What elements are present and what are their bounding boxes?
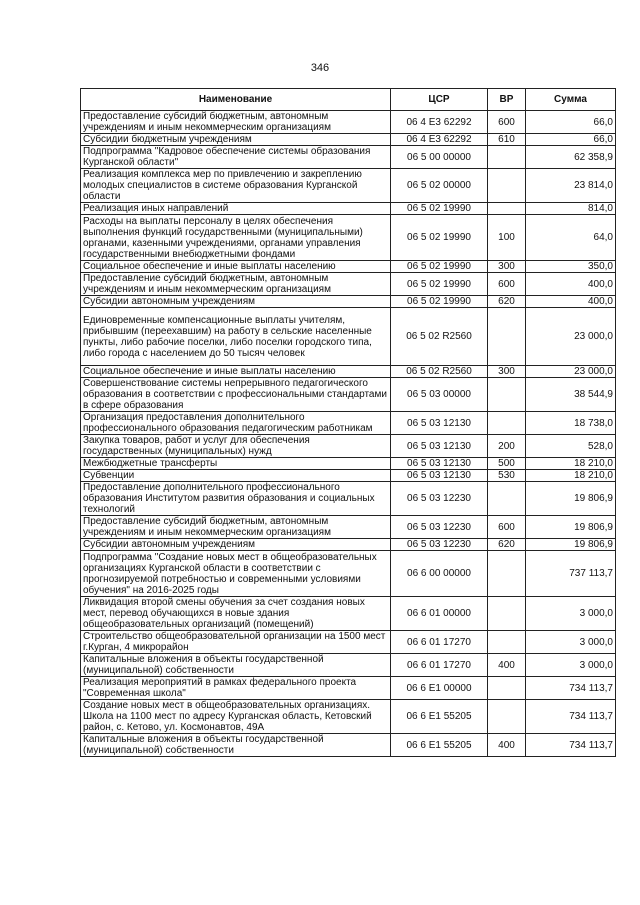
table-row: [81, 111, 616, 134]
cell-csr: 06 5 02 00000: [391, 169, 488, 203]
cell-csr: 06 6 01 17270: [391, 654, 488, 677]
cell-sum: 3 000,0: [526, 597, 616, 631]
cell-vr: [488, 677, 526, 700]
table-row: [81, 215, 616, 261]
cell-name: Единовременные компенсационные выплаты учителям, прибывшим (переехавшим) на работу в сельские населенные пункты, либо рабочие поселки, либо поселки городского типа, либо города с населением до 50 тысяч человек: [81, 308, 391, 366]
header-name: Наименование: [81, 89, 391, 111]
cell-sum: 734 113,7: [526, 734, 616, 757]
cell-sum: 23 000,0: [526, 366, 616, 378]
cell-csr: 06 5 03 12130: [391, 412, 488, 435]
table-row: [81, 539, 616, 551]
cell-name: Предоставление субсидий бюджетным, автономным учреждениям и иным некоммерческим организациям: [81, 111, 391, 134]
cell-csr: 06 5 02 19990: [391, 215, 488, 261]
header-vr: ВР: [488, 89, 526, 111]
table-row: [81, 261, 616, 273]
cell-vr: [488, 597, 526, 631]
cell-name: Закупка товаров, работ и услуг для обеспечения государственных (муниципальных) нужд: [81, 435, 391, 458]
table-row: [81, 412, 616, 435]
cell-vr: 530: [488, 470, 526, 482]
cell-name: Реализация комплекса мер по привлечению и закреплению молодых специалистов в системе образования Курганской области: [81, 169, 391, 203]
cell-sum: 400,0: [526, 296, 616, 308]
cell-vr: 610: [488, 134, 526, 146]
cell-name: Подпрограмма "Кадровое обеспечение системы образования Курганской области": [81, 146, 391, 169]
table-body: [81, 111, 616, 757]
cell-csr: 06 5 03 12230: [391, 482, 488, 516]
cell-sum: 64,0: [526, 215, 616, 261]
table-row: [81, 458, 616, 470]
cell-sum: 23 000,0: [526, 308, 616, 366]
table-row: [81, 203, 616, 215]
table-row: [81, 631, 616, 654]
cell-vr: [488, 146, 526, 169]
budget-table: [80, 88, 616, 757]
table-header-row: [81, 89, 616, 111]
cell-vr: 200: [488, 435, 526, 458]
cell-name: Предоставление субсидий бюджетным, автономным учреждениям и иным некоммерческим организациям: [81, 516, 391, 539]
cell-name: Предоставление субсидий бюджетным, автономным учреждениям и иным некоммерческим организациям: [81, 273, 391, 296]
cell-vr: 600: [488, 111, 526, 134]
cell-name: Совершенствование системы непрерывного педагогического образования в соответствии с профессиональными стандартами в сфере образования: [81, 378, 391, 412]
cell-vr: 600: [488, 273, 526, 296]
cell-name: Организация предоставления дополнительного профессионального образования педагогическим работникам: [81, 412, 391, 435]
cell-name: Строительство общеобразовательной организации на 1500 мест г.Курган, 4 микрорайон: [81, 631, 391, 654]
table-row: [81, 482, 616, 516]
table-row: [81, 134, 616, 146]
cell-sum: 19 806,9: [526, 482, 616, 516]
cell-vr: [488, 631, 526, 654]
cell-name: Расходы на выплаты персоналу в целях обеспечения выполнения функций государственными (муниципальными) органами, казенными учреждениями, органами управления государственными внебюджетными фондами: [81, 215, 391, 261]
cell-sum: 19 806,9: [526, 516, 616, 539]
cell-name: Социальное обеспечение и иные выплаты населению: [81, 261, 391, 273]
cell-name: Подпрограмма "Создание новых мест в общеобразовательных организациях Курганской области в соответствии с прогнозируемой потребностью и современными условиями обучения" на 2016-2025 годы: [81, 551, 391, 597]
table-row: [81, 308, 616, 366]
cell-csr: 06 6 E1 00000: [391, 677, 488, 700]
cell-sum: 350,0: [526, 261, 616, 273]
cell-name: Субсидии автономным учреждениям: [81, 539, 391, 551]
table-row: [81, 654, 616, 677]
table-row: [81, 378, 616, 412]
cell-csr: 06 5 03 12230: [391, 516, 488, 539]
table-row: [81, 700, 616, 734]
cell-sum: 737 113,7: [526, 551, 616, 597]
cell-csr: 06 5 03 12130: [391, 470, 488, 482]
cell-sum: 23 814,0: [526, 169, 616, 203]
header-csr: ЦСР: [391, 89, 488, 111]
cell-sum: 18 210,0: [526, 458, 616, 470]
table-row: [81, 366, 616, 378]
table-row: [81, 734, 616, 757]
table-row: [81, 296, 616, 308]
cell-sum: 19 806,9: [526, 539, 616, 551]
cell-vr: [488, 700, 526, 734]
cell-vr: 400: [488, 734, 526, 757]
cell-name: Социальное обеспечение и иные выплаты населению: [81, 366, 391, 378]
cell-csr: 06 5 02 R2560: [391, 366, 488, 378]
cell-name: Предоставление дополнительного профессионального образования Институтом развития образования и социальных технологий: [81, 482, 391, 516]
cell-csr: 06 5 03 12230: [391, 539, 488, 551]
cell-name: Создание новых мест в общеобразовательных организациях. Школа на 1100 мест по адресу Курганская область, Кетовский район, с. Кетово, ул. Космонавтов, 49А: [81, 700, 391, 734]
cell-sum: 400,0: [526, 273, 616, 296]
cell-vr: 300: [488, 261, 526, 273]
table-row: [81, 146, 616, 169]
cell-vr: [488, 169, 526, 203]
cell-sum: 814,0: [526, 203, 616, 215]
page-number: 346: [310, 62, 330, 74]
cell-sum: 734 113,7: [526, 677, 616, 700]
cell-csr: 06 5 03 12130: [391, 458, 488, 470]
cell-csr: 06 4 E3 62292: [391, 134, 488, 146]
cell-name: Реализация иных направлений: [81, 203, 391, 215]
table-row: [81, 551, 616, 597]
cell-csr: 06 6 00 00000: [391, 551, 488, 597]
cell-vr: [488, 412, 526, 435]
cell-csr: 06 5 02 19990: [391, 273, 488, 296]
table-row: [81, 677, 616, 700]
cell-csr: 06 6 01 00000: [391, 597, 488, 631]
cell-vr: [488, 482, 526, 516]
cell-csr: 06 5 03 00000: [391, 378, 488, 412]
cell-name: Субсидии автономным учреждениям: [81, 296, 391, 308]
cell-csr: 06 4 E3 62292: [391, 111, 488, 134]
table-row: [81, 470, 616, 482]
cell-vr: 100: [488, 215, 526, 261]
table-row: [81, 435, 616, 458]
cell-csr: 06 6 E1 55205: [391, 700, 488, 734]
cell-vr: 300: [488, 366, 526, 378]
cell-vr: [488, 308, 526, 366]
cell-vr: [488, 378, 526, 412]
header-sum: Сумма: [526, 89, 616, 111]
cell-vr: 620: [488, 539, 526, 551]
cell-sum: 18 738,0: [526, 412, 616, 435]
cell-sum: 66,0: [526, 134, 616, 146]
cell-csr: 06 5 02 19990: [391, 203, 488, 215]
cell-csr: 06 5 00 00000: [391, 146, 488, 169]
cell-sum: 38 544,9: [526, 378, 616, 412]
cell-vr: [488, 203, 526, 215]
cell-csr: 06 5 03 12130: [391, 435, 488, 458]
cell-sum: 734 113,7: [526, 700, 616, 734]
cell-vr: 600: [488, 516, 526, 539]
cell-name: Капитальные вложения в объекты государственной (муниципальной) собственности: [81, 734, 391, 757]
cell-name: Ликвидация второй смены обучения за счет создания новых мест, перевод обучающихся в новые здания общеобразовательных организаций (помещений): [81, 597, 391, 631]
cell-vr: 500: [488, 458, 526, 470]
cell-name: Капитальные вложения в объекты государственной (муниципальной) собственности: [81, 654, 391, 677]
cell-csr: 06 5 02 19990: [391, 261, 488, 273]
cell-name: Субвенции: [81, 470, 391, 482]
cell-csr: 06 6 01 17270: [391, 631, 488, 654]
cell-name: Межбюджетные трансферты: [81, 458, 391, 470]
cell-vr: 400: [488, 654, 526, 677]
cell-csr: 06 6 E1 55205: [391, 734, 488, 757]
table-row: [81, 516, 616, 539]
table-row: [81, 169, 616, 203]
cell-csr: 06 5 02 R2560: [391, 308, 488, 366]
cell-sum: 62 358,9: [526, 146, 616, 169]
cell-name: Реализация мероприятий в рамках федерального проекта "Современная школа": [81, 677, 391, 700]
cell-name: Субсидии бюджетным учреждениям: [81, 134, 391, 146]
cell-csr: 06 5 02 19990: [391, 296, 488, 308]
cell-vr: 620: [488, 296, 526, 308]
cell-sum: 3 000,0: [526, 654, 616, 677]
cell-sum: 18 210,0: [526, 470, 616, 482]
cell-sum: 66,0: [526, 111, 616, 134]
cell-vr: [488, 551, 526, 597]
table-row: [81, 597, 616, 631]
cell-sum: 528,0: [526, 435, 616, 458]
cell-sum: 3 000,0: [526, 631, 616, 654]
table-row: [81, 273, 616, 296]
